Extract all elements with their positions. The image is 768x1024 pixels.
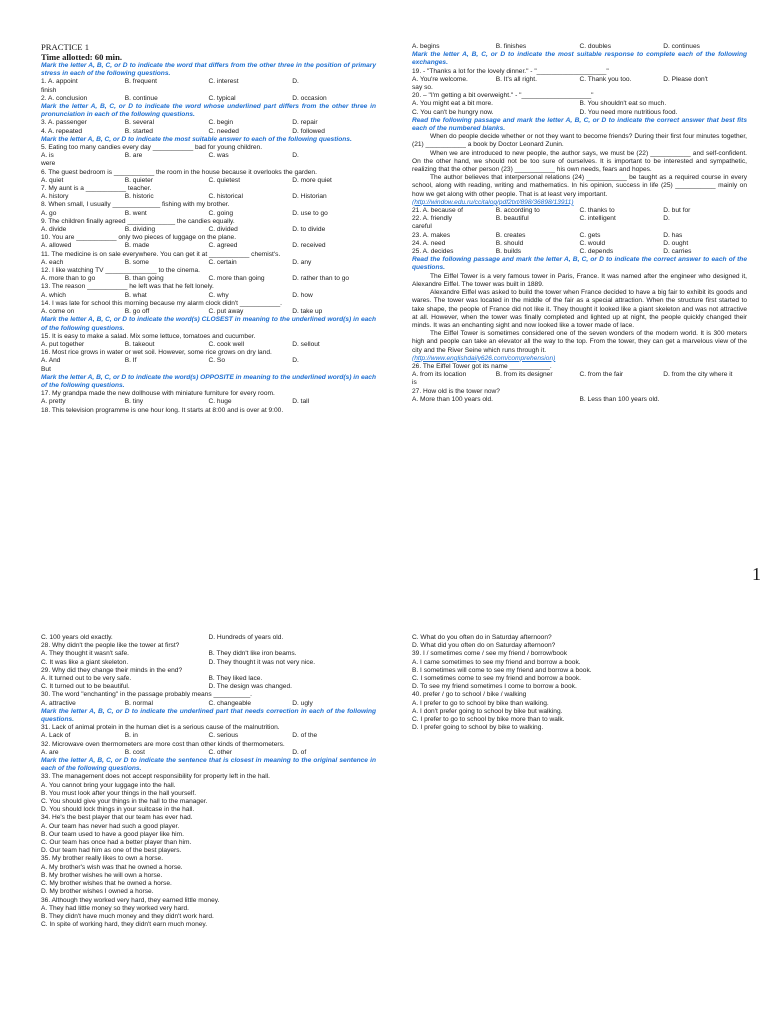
- text-line: D. I prefer going to school by bike to walking.: [412, 724, 544, 732]
- source-link[interactable]: (http://www.englishdaily626.com/comprehension): [412, 354, 556, 362]
- answer-option: B. several: [124, 119, 155, 127]
- text-line: 20. – "I'm getting a bit overweight." - "___________________": [412, 92, 594, 100]
- text-line: C. I sometimes come to see my friend and borrow a book.: [412, 675, 581, 683]
- answer-option: 2. A. conclusion: [41, 94, 88, 102]
- answer-option: B. They didn't like iron beams.: [208, 650, 297, 658]
- answer-options-row: [412, 215, 747, 223]
- answer-options-row: [41, 650, 376, 658]
- passage-paragraph: When do people decide whether or not they want to become friends? During their first four minutes together, (21) ___________ a book by Doctor Leonard Zunin.: [412, 133, 747, 149]
- answer-options-row: [412, 43, 747, 51]
- text-line: C. Our team has once had a better player than him.: [41, 839, 192, 847]
- section-instruction: Read the following passage and mark the letter A, B, C, or D to indicate the correct answer that best fits each of the numbered blanks.: [412, 116, 747, 133]
- answer-option: C. agreed: [208, 242, 238, 250]
- answer-options-row: [41, 732, 376, 740]
- text-line: D. To see my friend sometimes I come to borrow a book.: [412, 683, 577, 691]
- answer-option: A. divide: [41, 226, 67, 234]
- text-line: 35. My brother really likes to own a horse.: [41, 855, 164, 863]
- answer-option: 24. A. need: [412, 239, 446, 247]
- answer-option: C. cook well: [208, 340, 245, 348]
- answer-options-row: [41, 226, 376, 234]
- text-line: A. I don't prefer going to school by bike but walking.: [412, 707, 563, 715]
- answer-options-row: [41, 634, 376, 642]
- answer-option: B. tiny: [124, 398, 144, 406]
- answer-options-row: [41, 128, 376, 136]
- page-2: [0, 590, 768, 1024]
- answer-options-row: [41, 700, 376, 708]
- answer-option: C. why: [208, 291, 229, 299]
- answer-option: A. history: [41, 193, 69, 201]
- text-line: A. They had little money so they worked very hard.: [41, 904, 189, 912]
- answer-option: B. beautiful: [495, 215, 529, 223]
- answer-options-row: [41, 242, 376, 250]
- answer-option: C. depends: [579, 248, 614, 256]
- answer-option: B. quieter: [124, 176, 153, 184]
- answer-options-row: [41, 259, 376, 267]
- answer-option: A. put together: [41, 340, 85, 348]
- section-instruction: Mark the letter A, B, C, or D to indicate the word whose underlined part differs from the other three in pronunciation in each of the following questions.: [41, 103, 376, 119]
- answer-option: A. More than 100 years old.: [412, 395, 494, 403]
- time-allotted: Time allotted: 60 min.: [41, 51, 122, 62]
- answer-option: B. made: [124, 242, 150, 250]
- answer-option: A. more than to go: [41, 275, 96, 283]
- answer-option: D. from the city where it: [663, 371, 733, 379]
- text-line: finish: [41, 86, 57, 94]
- answer-option: A. It turned out to be very safe.: [41, 675, 132, 683]
- page-number: 1: [752, 564, 761, 584]
- answer-option: B. Less than 100 years old.: [579, 395, 660, 403]
- answer-option: D. received: [292, 242, 326, 250]
- answer-option: C. historical: [208, 193, 243, 201]
- source-link[interactable]: (http://window.edu.ru/ccitalog/pdf2txt/898/36898/13911): [412, 198, 574, 206]
- text-line: 32. Microwave oven thermometers are more cost than other kinds of thermometers.: [41, 740, 285, 748]
- answer-option: A. allowed: [41, 242, 72, 250]
- answer-option: A. pretty: [41, 398, 66, 406]
- answer-option: D. Historian: [292, 193, 327, 201]
- answer-option: A. from its location: [412, 371, 467, 379]
- answer-option: D. ought: [663, 239, 689, 247]
- answer-options-row: [41, 749, 376, 757]
- answer-option: B. than going: [124, 275, 164, 283]
- answer-option: B. It's all right.: [495, 75, 537, 83]
- answer-option: D. tall: [292, 398, 310, 406]
- answer-options-row: [41, 210, 376, 218]
- text-line: 13. The reason ___________ he left was that he felt lonely.: [41, 283, 214, 291]
- section-instruction: Mark the letter A, B, C, or D to indicate the word that differs from the other three in the position of primary stress in each of the following questions.: [41, 62, 376, 78]
- answer-option: B. continue: [124, 94, 158, 102]
- answer-option: C. 100 years old exactly.: [41, 634, 113, 641]
- text-line: careful: [412, 223, 432, 231]
- answer-option: B. started: [124, 127, 153, 135]
- passage-paragraph: Alexandre Eiffel was asked to build the tower when France decided to have a big fair to exhibit its goods and wares. The tower was located in the middle of the fair as a special attraction. When the structure first started to take shape, the people of France did not like it. They thought it looked like a giant skeleton and was not attractive at all. However, when the tower was finally completed and lighted up at night, the people quickly changed their minds. It was an enchanting sight and now looked like a tower made of lace.: [412, 289, 747, 329]
- section-instruction: Mark the letter A, B, C, or D to indicate the sentence that is closest in meaning to the original sentence in each of the following questions.: [41, 757, 376, 773]
- answer-option: C. put away: [208, 308, 244, 316]
- answer-option: A. are: [41, 748, 59, 756]
- answer-option: C. other: [208, 748, 232, 756]
- answer-option: A. each: [41, 258, 64, 266]
- answer-option: B. If: [124, 357, 137, 365]
- text-line: 33. The management does not accept responsibility for property left in the hall.: [41, 773, 270, 781]
- passage-paragraph: The Eiffel Tower is a very famous tower in Paris, France. It was named after the engineer who designed it, Alexandre Eiffel. The tower was built in 1889.: [412, 272, 747, 288]
- answer-option: 22. A. friendly: [412, 215, 452, 223]
- answer-option: C. changeable: [208, 699, 252, 707]
- answer-option: D.: [292, 78, 299, 86]
- text-line: B. You must look after your things in the hall yourself.: [41, 789, 197, 797]
- page-1-right-column: [412, 43, 747, 404]
- text-line: say so.: [412, 84, 433, 92]
- answer-option: C. gets: [579, 231, 601, 239]
- answer-option: D. use to go: [292, 209, 328, 217]
- answer-option: D. how: [292, 291, 313, 299]
- passage-paragraph: The author believes that interpersonal relations (24) ___________ be taught as a required course in every school, along with reading, writing and mathematics. In his opinion, success in life (25) ___________ mainly on how we get along with other people. That is at least very important.: [412, 174, 747, 198]
- answer-option: 23. A. makes: [412, 231, 451, 239]
- section-instruction: Mark the letter A, B, C, or D to indicate the word(s) OPPOSITE in meaning to the underlined word(s) in each of the following questions.: [41, 373, 376, 389]
- answer-option: D. They thought it was not very nice.: [208, 658, 316, 666]
- text-line: 19. - "Thanks a lot for the lovely dinner." - "___________________": [412, 67, 609, 75]
- text-line: C. In spite of working hard, they didn't earn much money.: [41, 921, 208, 929]
- text-line: 16. Most rice grows in water or wet soil. However, some rice grows on dry land.: [41, 349, 272, 357]
- text-line: D. Our team had him as one of the best players.: [41, 847, 182, 855]
- text-line: 34. He's the best player that our team has ever had.: [41, 814, 193, 822]
- text-line: 5. Eating too many candies every day ___________ bad for young children.: [41, 144, 263, 152]
- text-line: 28. Why didn't the people like the tower at first?: [41, 642, 180, 650]
- text-line: 29. Why did they change their minds in the end?: [41, 666, 183, 674]
- answer-option: D. ugly: [292, 699, 313, 707]
- text-line: 26. The Eiffel Tower got its name ___________.: [412, 362, 552, 370]
- text-line: 14. I was late for school this morning because my alarm clock didn't ___________.: [41, 299, 282, 307]
- text-line: 7. My aunt is a ___________ teacher.: [41, 185, 152, 193]
- answer-option: D.: [663, 215, 670, 223]
- answer-option: 4. A. repeated: [41, 127, 83, 135]
- answer-option: B. normal: [124, 699, 153, 707]
- text-line: B. My brother wishes he will own a horse.: [41, 871, 163, 879]
- answer-option: D. You need more nutritious food.: [579, 108, 678, 116]
- answer-option: A. They thought it wasn't safe.: [41, 650, 130, 658]
- text-line: A. Our team has never had such a good player.: [41, 822, 180, 830]
- answer-options-row: [412, 232, 747, 240]
- text-line: 8. When small, I usually _____________ fishing with my brother.: [41, 201, 230, 209]
- answer-option: D. of: [292, 748, 307, 756]
- section-instruction: Mark the letter A, B, C, or D to indicate the most suitable response to complete each of the following exchanges.: [412, 51, 747, 67]
- answer-option: C. huge: [208, 398, 232, 406]
- answer-option: D. followed: [292, 127, 325, 135]
- answer-option: D. continues: [663, 43, 700, 50]
- answer-option: B. are: [124, 152, 143, 160]
- answer-options-row: [412, 207, 747, 215]
- section-instruction: Read the following passage and mark the letter A, B, C, or D to indicate the correct answer to each of the questions.: [412, 256, 747, 272]
- answer-option: D. occasion: [292, 94, 327, 102]
- answer-option: 3. A. passenger: [41, 119, 87, 127]
- text-line: C. You should give your things in the hall to the manager.: [41, 798, 208, 806]
- page-1-left-column: [41, 43, 376, 415]
- answer-options-row: [41, 78, 376, 86]
- answer-option: C. quietest: [208, 176, 241, 184]
- text-line: D. You should lock things in your suitcase in the hall.: [41, 806, 195, 814]
- answer-options-row: [41, 659, 376, 667]
- answer-option: D.: [292, 152, 299, 160]
- answer-options-row: [41, 275, 376, 283]
- text-line: 9. The children finally agreed _____________ the candies equally.: [41, 217, 235, 225]
- answer-option: B. in: [124, 732, 138, 740]
- answer-options-row: [41, 683, 376, 691]
- answer-option: C. interest: [208, 78, 239, 86]
- answer-options-row: [412, 396, 747, 404]
- text-line: 30. The word "enchanting" in the passage probably means __________.: [41, 691, 252, 699]
- answer-option: C. So: [208, 357, 225, 365]
- answer-option: C. It was like a giant skeleton.: [41, 658, 129, 666]
- answer-options-row: [41, 119, 376, 127]
- answer-option: D. but for: [663, 207, 691, 215]
- answer-option: C. thanks to: [579, 207, 615, 215]
- text-line: C. My brother wishes that he owned a horse.: [41, 880, 172, 888]
- text-line: 27. How old is the tower now?: [412, 387, 500, 395]
- answer-options-row: [41, 398, 376, 406]
- answer-option: C. going: [208, 209, 234, 217]
- answer-options-row: [412, 100, 747, 108]
- answer-options-row: [41, 308, 376, 316]
- answer-option: C. was: [208, 152, 229, 160]
- answer-option: C. It turned out to be beautiful.: [41, 683, 130, 691]
- answer-option: C. certain: [208, 258, 237, 266]
- text-line: B. They didn't have much money and they didn't work hard.: [41, 912, 214, 920]
- answer-options-row: [41, 675, 376, 683]
- answer-option: D. take up: [292, 308, 323, 316]
- answer-option: B. according to: [495, 207, 540, 215]
- text-line: 40. prefer / go to school / bike / walking: [412, 691, 527, 699]
- answer-option: C. serious: [208, 732, 239, 740]
- answer-option: A. begins: [412, 43, 440, 50]
- answer-option: B. They liked lace.: [208, 675, 263, 683]
- text-line: C. I prefer to go to school by bike more than to walk.: [412, 716, 565, 724]
- answer-option: C. typical: [208, 94, 236, 102]
- text-line: C. What do you often do in Saturday afternoon?: [412, 634, 552, 641]
- answer-options-row: [41, 95, 376, 103]
- passage-paragraph: The Eiffel Tower is sometimes considered one of the seven wonders of the modern world. It is 300 meters high and people can take an elevator all the way to the top. From the tower, they can get a marvelous view of the city and the River Seine which runs through it.: [412, 330, 747, 354]
- answer-option: D. The design was changed.: [208, 683, 292, 691]
- answer-option: D. repair: [292, 119, 318, 127]
- answer-option: B. some: [124, 258, 149, 266]
- answer-option: B. frequent: [124, 78, 158, 86]
- answer-options-row: [412, 109, 747, 117]
- answer-option: D. sellout: [292, 340, 320, 348]
- section-instruction: Mark the letter A, B, C, or D to indicate the underlined part that needs correction in each of the following questions.: [41, 707, 376, 724]
- answer-option: C. would: [579, 239, 606, 247]
- answer-option: C. doubles: [579, 43, 612, 50]
- answer-option: B. went: [124, 209, 147, 217]
- answer-option: 25. A. decides: [412, 248, 454, 256]
- text-line: B. Our team used to have a good player like him.: [41, 830, 184, 838]
- answer-option: C. more than going: [208, 275, 265, 283]
- answer-options-row: [41, 357, 376, 365]
- answer-option: A. come on: [41, 308, 75, 316]
- answer-option: A. And: [41, 357, 61, 365]
- answer-option: B. from its designer: [495, 371, 553, 379]
- answer-option: B. cost: [124, 748, 145, 756]
- text-line: 18. This television programme is one hour long. It starts at 8:00 and is over at 9:00.: [41, 406, 284, 414]
- answer-option: D. Hundreds of years old.: [208, 634, 284, 641]
- answer-option: D. more quiet: [292, 176, 332, 184]
- answer-options-row: [412, 248, 747, 256]
- answer-option: D. to divide: [292, 226, 326, 234]
- text-line: 36. Although they worked very hard, they earned little money.: [41, 896, 220, 904]
- text-line: D. What did you often do on Saturday afternoon?: [412, 642, 556, 650]
- text-line: 10. You are ___________ only two pieces of luggage on the plane.: [41, 234, 237, 242]
- answer-option: A. quiet: [41, 176, 64, 184]
- text-line: 17. My grandpa made the new dollhouse with miniature furniture for every room.: [41, 390, 275, 398]
- practice-title: PRACTICE 1: [41, 42, 89, 52]
- answer-options-row: [41, 193, 376, 201]
- answer-option: D.: [292, 357, 299, 365]
- answer-option: 1. A. appoint: [41, 78, 78, 86]
- page-2-right-column: [412, 634, 747, 732]
- text-line: A. My brother's wish was that he owned a horse.: [41, 863, 183, 871]
- answer-options-row: [41, 177, 376, 185]
- text-line: B. I sometimes will come to see my friend and borrow a book.: [412, 666, 592, 674]
- answer-option: A. You might eat a bit more.: [412, 100, 494, 108]
- answer-option: D. has: [663, 231, 683, 239]
- answer-options-row: [412, 76, 747, 84]
- answer-options-row: [41, 152, 376, 160]
- answer-option: A. is: [41, 152, 54, 160]
- answer-option: D. rather than to go: [292, 275, 350, 283]
- text-line: is: [412, 379, 417, 387]
- answer-option: A. Lack of: [41, 732, 71, 740]
- answer-options-row: [412, 371, 747, 379]
- answer-option: B. should: [495, 239, 524, 247]
- answer-option: D. carries: [663, 248, 692, 256]
- answer-option: C. divided: [208, 226, 238, 234]
- text-line: 15. It is easy to make a salad. Mix some lettuce, tomatoes and cucumber.: [41, 332, 256, 340]
- answer-option: B. You shouldn't eat so much.: [579, 100, 667, 108]
- answer-option: C. intelligent: [579, 215, 616, 223]
- answer-option: C. needed: [208, 127, 239, 135]
- text-line: 39. I / sometimes come / see my friend / borrow/book: [412, 650, 568, 658]
- section-instruction: Mark the letter A, B, C, or D to indicate the word(s) CLOSEST in meaning to the underlined word(s) in each of the following questions.: [41, 316, 376, 332]
- text-line: 12. I like watching TV ______________ to the cinema.: [41, 267, 200, 275]
- answer-options-row: [412, 240, 747, 248]
- text-line: A. I prefer to go to school by bike than walking.: [412, 699, 549, 707]
- answer-option: D. of the: [292, 732, 318, 740]
- text-line: D. My brother wishes I owned a horse.: [41, 888, 154, 896]
- text-line: were: [41, 160, 56, 168]
- answer-option: A. You're welcome.: [412, 75, 468, 83]
- answer-option: D. any: [292, 258, 312, 266]
- answer-option: 21. A. because of: [412, 207, 463, 215]
- answer-option: C. from the fair: [579, 371, 624, 379]
- answer-option: C. Thank you too.: [579, 75, 632, 83]
- answer-option: A. go: [41, 209, 57, 217]
- text-line: A. You cannot bring your luggage into the hall.: [41, 781, 176, 789]
- answer-option: C. You can't be hungry now.: [412, 108, 494, 116]
- passage-paragraph: When we are introduced to new people, the author says, we must be (22) ___________ and self-confident. On the other hand, we should not be too sure of ourselves. It is important to be interested and sympathetic, realizing that the other person (23) ___________ his own needs, fears and hopes.: [412, 149, 747, 174]
- answer-options-row: [41, 341, 376, 349]
- text-line: But: [41, 365, 51, 373]
- section-instruction: Mark the letter A, B, C, or D to indicate the most suitable answer to each of the following questions.: [41, 135, 352, 143]
- answer-option: A. which: [41, 291, 66, 299]
- text-line: 31. Lack of animal protein in the human diet is a serious cause of the malnutrition.: [41, 724, 280, 732]
- answer-option: B. dividing: [124, 226, 156, 234]
- answer-option: B. creates: [495, 231, 526, 239]
- answer-option: A. attractive: [41, 699, 76, 707]
- answer-option: B. what: [124, 291, 147, 299]
- answer-options-row: [41, 292, 376, 300]
- answer-option: B. finishes: [495, 43, 527, 50]
- answer-option: B. historic: [124, 193, 154, 201]
- text-line: A. I came sometimes to see my friend and borrow a book.: [412, 658, 581, 666]
- question-text: 6. The guest bedroom is ___________ the room in the house because it overlooks the garden.: [41, 168, 317, 176]
- answer-option: B. go off: [124, 308, 150, 316]
- answer-option: B. takeout: [124, 340, 155, 348]
- answer-option: B. builds: [495, 248, 522, 256]
- page-2-left-column: [41, 634, 376, 929]
- text-line: 11. The medicine is on sale everywhere. You can get it at ___________ chemist's.: [41, 250, 281, 258]
- answer-option: C. begin: [208, 119, 234, 127]
- answer-option: D. Please don't: [663, 75, 708, 83]
